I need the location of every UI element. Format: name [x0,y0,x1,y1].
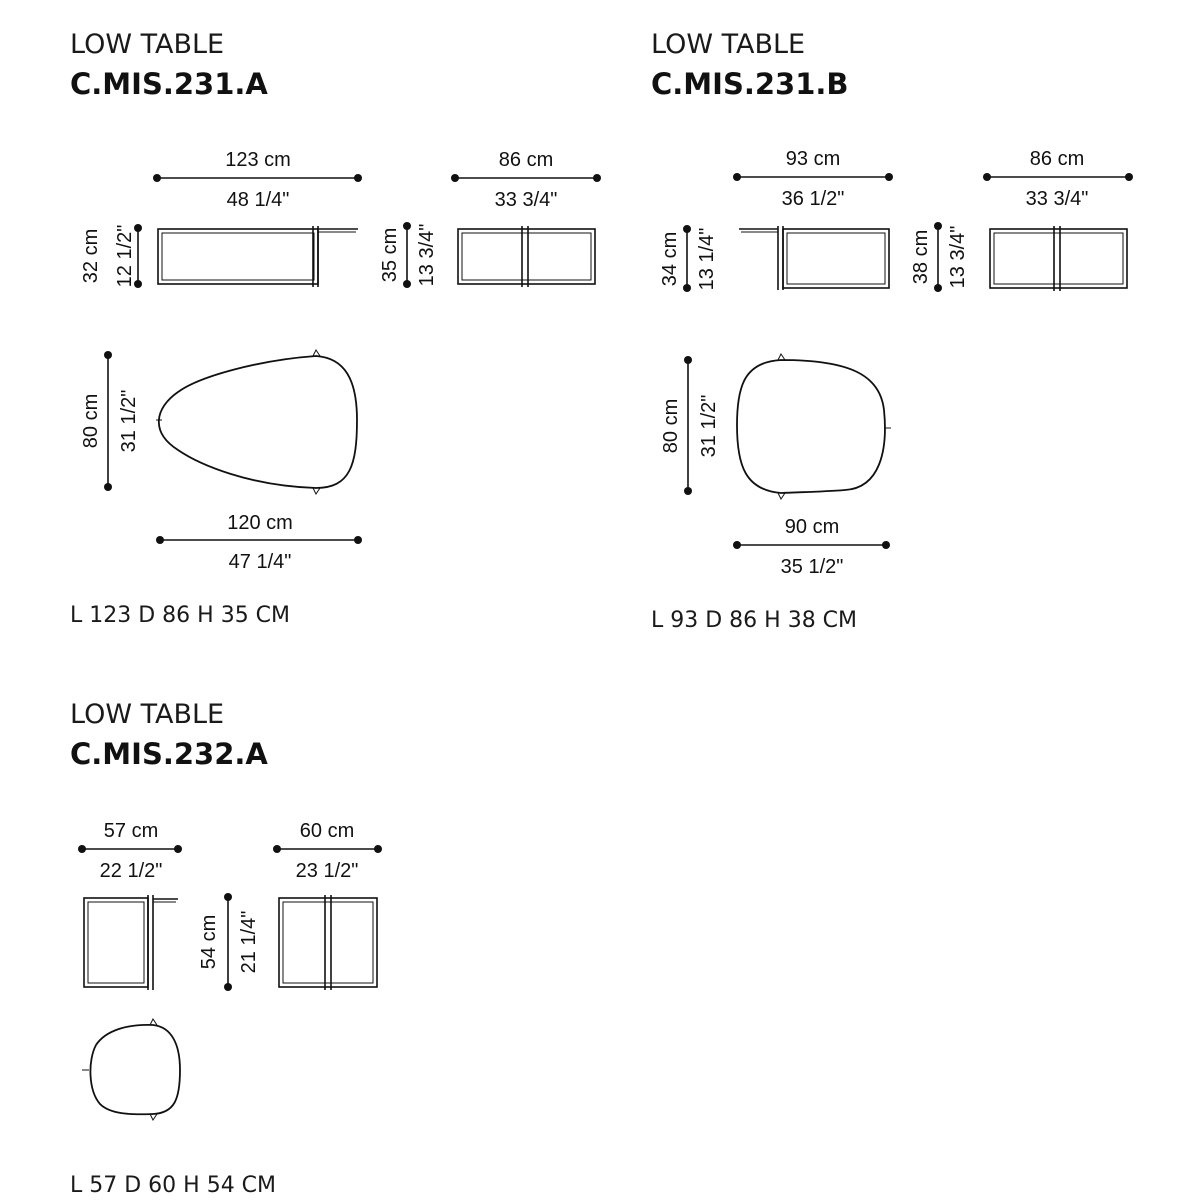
table-c-title: LOW TABLE [70,699,225,730]
table-b [651,29,1133,633]
table-b-front-width-in: 33 3/4" [1025,188,1089,210]
table-a-front-width-in: 33 3/4" [494,189,558,211]
table-c-summary: L 57 D 60 H 54 CM [70,1173,277,1198]
table-c-plan-view [82,1019,180,1120]
table-a-side-width-dimension [153,149,362,211]
table-c-front-width-in: 23 1/2" [295,860,359,882]
table-b-side-elevation [739,226,889,290]
table-b-side-height-cm: 34 cm [659,231,681,287]
table-b-front-height-cm: 38 cm [910,229,932,285]
table-a-plan-depth-in: 31 1/2" [118,389,140,453]
table-b-side-height-in: 13 1/4" [696,227,718,291]
table-a-side-width-cm: 123 cm [225,149,291,171]
table-a-front-height-cm: 35 cm [379,227,401,283]
table-a-front-width-cm: 86 cm [498,149,554,171]
table-a-plan-width-cm: 120 cm [227,512,293,534]
table-a-side-width-in: 48 1/4" [226,189,290,211]
table-a-code: C.MIS.231.A [70,67,268,101]
table-b-front-height-in: 13 3/4" [947,225,969,289]
table-c-code: C.MIS.232.A [70,737,268,771]
table-b-plan-depth-cm: 80 cm [660,398,682,454]
table-b-code: C.MIS.231.B [651,67,849,101]
table-b-side-width-in: 36 1/2" [781,188,845,210]
table-a-front-elevation [458,226,595,287]
table-b-front-elevation [990,226,1127,291]
table-a-side-height-cm: 32 cm [80,228,102,284]
table-c-side-width-in: 22 1/2" [99,860,163,882]
table-b-plan-width-cm: 90 cm [784,516,840,538]
table-a-title: LOW TABLE [70,29,225,60]
table-b-summary: L 93 D 86 H 38 CM [651,608,858,633]
table-b-plan-depth-dimension [660,356,720,495]
table-b-plan-width-dimension [733,516,890,578]
table-b-front-height-dimension [910,222,969,292]
table-a-front-width-dimension [451,149,601,211]
table-b-side-width-dimension [733,148,893,210]
table-a-side-height-dimension [80,224,142,288]
table-a-plan-depth-cm: 80 cm [80,393,102,449]
table-b-plan-view [737,354,891,499]
table-b-side-width-cm: 93 cm [785,148,841,170]
table-b-plan-width-in: 35 1/2" [780,556,844,578]
table-c-front-elevation [279,895,377,990]
table-a-front-height-in: 13 3/4" [416,223,438,287]
table-c-side-width-cm: 57 cm [103,820,159,842]
table-a-summary: L 123 D 86 H 35 CM [70,603,291,628]
table-a-side-elevation [158,226,358,287]
table-a-front-height-dimension [379,222,438,288]
table-a-plan-width-dimension [156,512,362,573]
table-b-side-height-dimension [659,225,718,292]
table-a [70,29,601,628]
table-c-side-width-dimension [78,820,182,882]
table-a-plan-width-in: 47 1/4" [228,551,292,573]
table-b-title: LOW TABLE [651,29,806,60]
table-a-side-height-in: 12 1/2" [114,224,136,288]
table-c-height-dimension [198,893,260,991]
table-c-height-in: 21 1/4" [238,910,260,974]
table-a-plan-view [156,350,357,494]
table-c [70,699,382,1198]
table-c-side-elevation [84,895,178,990]
table-b-front-width-cm: 86 cm [1029,148,1085,170]
table-c-height-cm: 54 cm [198,914,220,970]
table-c-front-width-dimension [273,820,382,882]
table-c-front-width-cm: 60 cm [299,820,355,842]
table-b-front-width-dimension [983,148,1133,210]
table-a-plan-depth-dimension [80,351,140,491]
table-b-plan-depth-in: 31 1/2" [698,394,720,458]
